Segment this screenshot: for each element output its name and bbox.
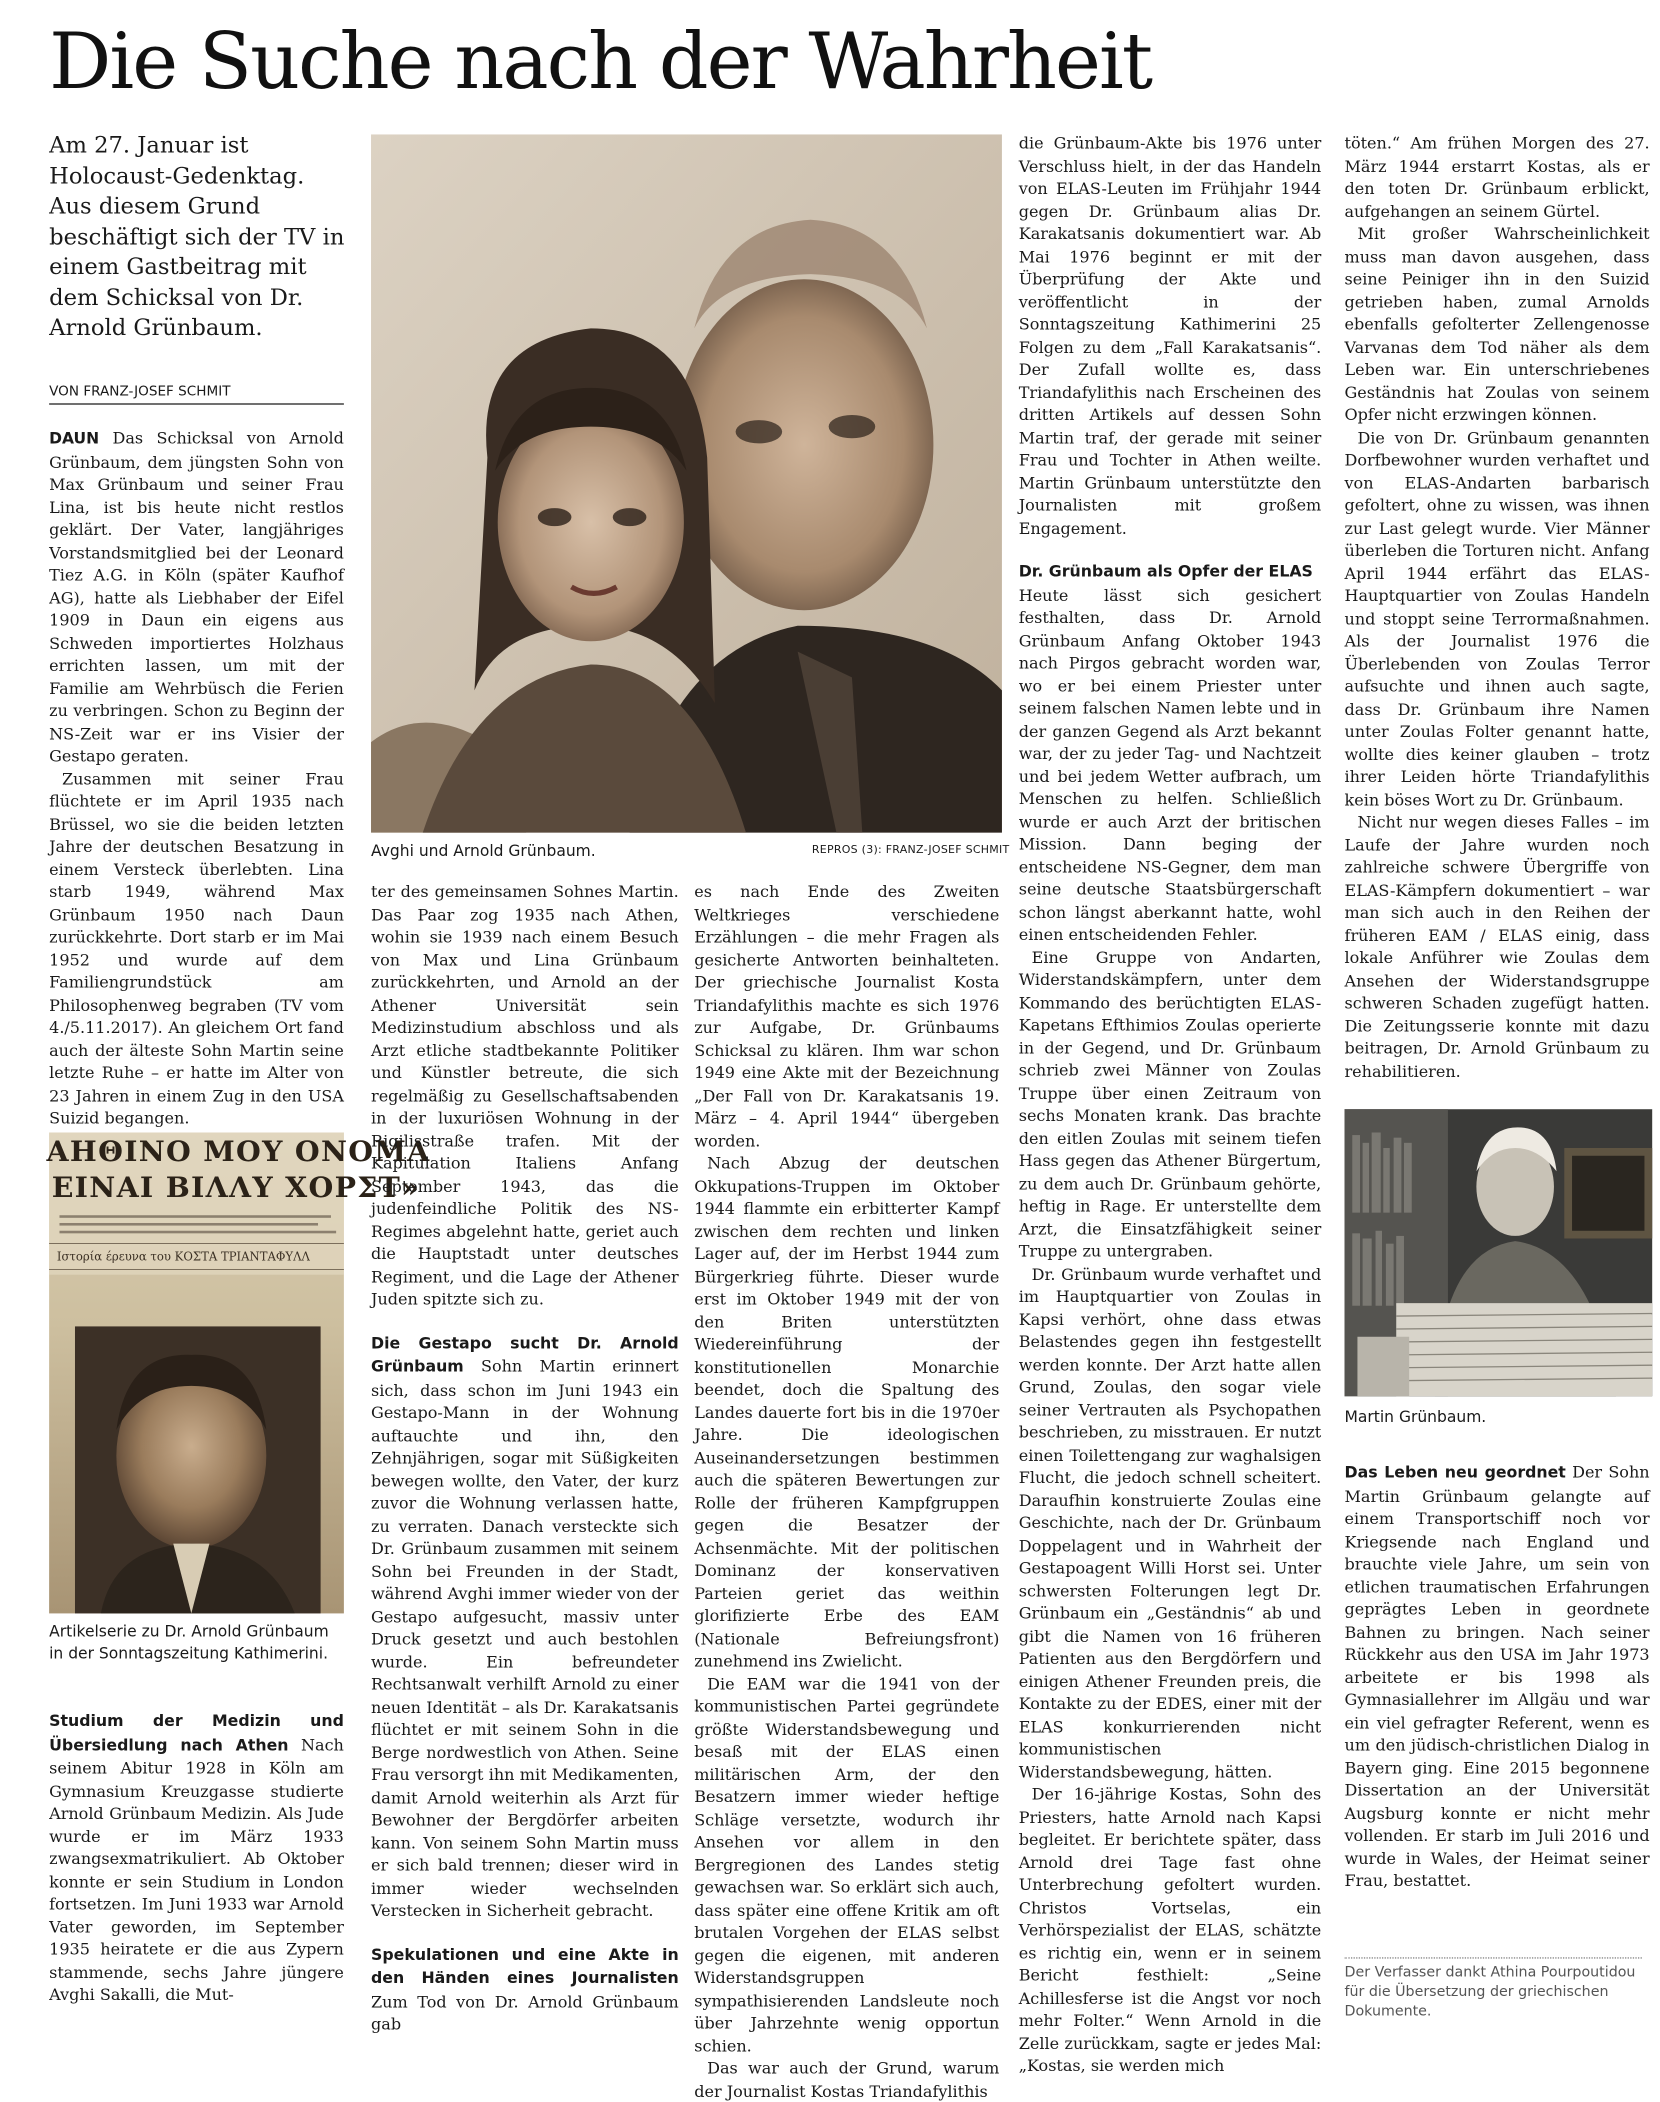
subheading-leben: Das Leben neu geordnet [1344,1463,1566,1482]
subheading-studium: Studium der Medizin und Übersiedlung nach Athen [49,1711,344,1754]
main-photo [371,134,1002,832]
acknowledgement-note: Der Verfasser dankt Athina Pourpoutidou für die Übersetzung der griechischen Dokumente. [1345,1957,1642,2020]
paragraph: die Grünbaum-Akte bis 1976 unter Verschluss hielt, in der das Handeln von ELAS-Leuten im Frühjahr 1944 gegen Dr. Grünbaum alias Dr. Karakatsanis dokumentiert war. Ab Mai 1976 beginnt er mit der Überprüfung der Akte und veröffentlicht in der Sonntagszeitung Kathimerini 25 Folgen zu dem „Fall Karakatsanis“. Der Zufall wollte es, dass Triandafylithis nach Erscheinen des dritten Artikels auf dessen Sohn Martin traf, der gerade mit seiner Frau und Tochter in Athen weilte. Martin Grünbaum unterstützte den Journalisten mit großem Engagement. [1018,133,1322,538]
paragraph: töten.“ Am frühen Morgen des 27. März 1944 erstarrt Kostas, als er den toten Dr. Grünbaum erblickt, aufgehangen an seinem Gürtel. [1344,133,1650,221]
paragraph: Das war auch der Grund, warum der Journalist Kostas Triandafylithis [694,2058,1000,2101]
clipping-headline-1: ΑΗΘΙΝΟ ΜΟΥ ΟΝΟΜΑ [46,1135,431,1169]
byline: VON FRANZ-JOSEF SCHMIT [49,383,344,405]
column-1-lower [49,1709,344,2026]
headline: Die Suche nach der Wahrheit [49,16,1152,108]
section-text: Der Sohn Martin Grünbaum gelangte auf einem Transportschiff noch vor Kriegsende nach England und brauchte viele Jahre, um sein von etlichen traumatischen Erfahrungen geprägtes Leben in geordnete Bahnen zu bringen. Nach seiner Rückkehr aus den USA im Jahr 1973 arbeitete er bis 1998 als Gymnasiallehrer im Allgäu und war ein viel gefragter Referent, wenn es um den jüdisch-christlichen Dialog in Bayern ging. Eine 2015 begonnene Dissertation an der Universität Augsburg konnte er nicht mehr vollenden. Er starb im Juli 2016 und wurde in Wales, der Heimat seiner Frau, bestattet. [1344,1462,1650,1891]
paragraph: Zusammen mit seiner Frau flüchtete er im April 1935 nach Brüssel, wo sie die beiden letzten Jahre der deutschen Besatzung in einem Versteck überlebten. Lina starb 1949, während Max Grünbaum 1950 nach Daun zurückkehrte. Dort starb er im Mai 1952 und wurde auf dem Familiengrundstück am Philosophenweg begraben (TV vom 4./5.11.2017). An gleichem Ort fand auch der älteste Sohn Martin seine letzte Ruhe – er hatte im Alter von 23 Jahren in einem Zug in den USA Suizid begangen. [49,768,344,1128]
section-text: Heute lässt sich gesichert festhalten, dass Dr. Arnold Grünbaum Anfang Oktober 1943 nach Pirgos gebracht worden war, wo er bei einem Priester unter seinem falschen Namen lebte und in der ganzen Gegend als Arzt bekannt war, der zu jeder Tag- und Nachtzeit und bei jedem Wetter aufbrach, um Menschen zu helfen. Schließlich wurde er auch Arzt der britischen Mission. Dann beging der entscheidene NS-Gegner, dem man seine deutsche Staatsbürgerschaft schon längst aberkannt hatte, wohl einen entscheidenden Fehler. [1018,584,1322,944]
column-4 [1018,132,1322,2075]
lead-text: Das Schicksal von Arnold Grünbaum, dem jüngsten Sohn von Max Grünbaum und seiner Frau Lina, ist bis heute nicht restlos geklärt. Der Vater, langjähriges Vorstandsmitglied bei der Leonard Tiez A.G. in Köln (später Kaufhof AG), hatte als Liebhaber der Eifel 1909 in Daun ein eigens aus Schweden importiertes Holzhaus errichten lassen, um mit der Familie am Wehrbüsch die Ferien zu verbringen. Schon zu Beginn der NS-Zeit war er ins Visier der Gestapo geraten. [49,427,344,766]
subheading-gestapo: Die Gestapo sucht Dr. Arnold Grünbaum [371,1333,679,1376]
teaser-text: Am 27. Januar ist Holocaust-Gedenktag. Aus diesem Grund beschäftigt sich der TV in einem Gastbeitrag mit dem Schicksal von Dr. Arnold Grünbaum. [49,133,345,342]
paragraph: Die von Dr. Grünbaum genannten Dorfbewohner wurden verhaftet und von ELAS-Andarten barbarisch gefoltert, ohne zu wissen, was ihnen zur Last gelegt wurde. Vier Männer überleben die Torturen nicht. Anfang April 1944 erfährt das ELAS-Hauptquartier von Zoulas Handeln und stoppt seine Terrormaßnahmen. Als der Journalist 1976 die Überlebenden von Zoulas Terror aufsuchte und ihnen auch sagte, dass Dr. Grünbaum ihre Namen unter Zoulas Folter genannt hatte, wollte dies keiner glauben – trotz ihrer Leiden hörte Triandafylithis kein böses Wort zu Dr. Grünbaum. [1344,427,1650,809]
photo-caption-couple: Avghi und Arnold Grünbaum. [371,841,596,860]
photo-credit: REPROS (3): FRANZ-JOSEF SCHMIT [811,844,1010,858]
couple-photo-image [371,134,1002,832]
paragraph: es nach Ende des Zweiten Weltkrieges verschiedene Erzählungen – die mehr Fragen als gesicherte Antworten beinhalteten. Der griechische Journalist Kosta Triandafylithis machte es sich 1976 zur Aufgabe, Dr. Grünbaums Schicksal zu klären. Ihm war schon 1949 eine Akte mit der Bezeichnung „Der Fall von Dr. Karakatsanis 19. März – 4. April 1944“ übergeben worden. [694,881,1000,1150]
column-1-upper [49,427,344,1128]
lead-paragraph [49,427,344,768]
clipping-subline: Ιστορία έρευνα του ΚΟΣΤΑ ΤΡΙΑΝΤΑΦΥΛΛ [56,1251,310,1265]
newspaper-clipping-photo [46,1132,431,1613]
column-2 [371,880,679,2034]
dateline: DAUN [49,429,100,448]
martin-photo [1345,1109,1653,1396]
clipping-headline-2: ΕΙΝΑΙ ΒΙΛΛΥ ΧΟΡΣΤ» [51,1171,421,1205]
subheading-spekulationen: Spekulationen und eine Akte in den Händen eines Journalisten [371,1945,679,1988]
paragraph: Der 16-jährige Kostas, Sohn des Priesters, hatte Arnold nach Kapsi begleitet. Er berichtete später, dass Arnold drei Tage fast ohne Unterbrechung gefoltert wurden. Christos Vortselas, ein Verhörspezialist der ELAS, schätzte es richtig ein, wenn er in seinem Bericht festhielt: „Seine Achillesferse ist die Angst vor noch mehr Folter.“ Wenn Arnold in die Zelle zurückkam, sagte er jedes Mal: „Kostas, sie werden mich [1018,1784,1322,2075]
photo-caption-martin: Martin Grünbaum. [1344,1407,1487,1426]
paragraph: Eine Gruppe von Andarten, Widerstandskämpfern, unter dem Kommando des berüchtigten ELAS-Kapetans Efthimios Zoulas operierte in der Gegend, und Dr. Grünbaum schrieb zwei Männer von Zoulas Truppe über einen Zeitraum von sechs Monaten krank. Das brachte den eitlen Zoulas mit seinem tiefen Hass gegen das Athener Bürgertum, zu dem auch Dr. Grünbaum gehörte, heftig in Rage. Er unterstellte dem Arzt, die Einsatzfähigkeit seiner Truppe zu untergraben. [1018,946,1322,1261]
subheading-opfer: Dr. Grünbaum als Opfer der ELAS [1018,562,1313,581]
teaser [49,132,349,345]
martin-photo-image [1345,1109,1653,1396]
column-3 [694,880,1000,2101]
section-text: Sohn Martin erinnert sich, dass schon im Juni 1943 ein Gestapo-Mann in der Wohnung auftauchte und ihn, den Zehnjährigen, sogar mit Süßigkeiten bewegen wollte, den Vater, der kurz zuvor die Wohnung verlassen hatte, zu verraten. Danach versteckte sich Dr. Grünbaum zusammen mit seinem Sohn bei Freunden in der Stadt, während Avghi immer wieder von der Gestapo aufgesucht, massiv unter Druck gesetzt und auch bestohlen wurde. Ein befreundeter Rechtsanwalt verhilft Arnold zu einer neuen Identität – als Dr. Karakatsanis flüchtet er mit seinem Sohn in die Berge nordwestlich von Athen. Seine Frau versorgt ihn mit Medikamenten, damit Arnold weiterhin als Arzt für Bewohner der Bergdörfer arbeiten kann. Von seinem Sohn Martin muss er sich bald trennen; dieser wird in immer wieder wechselnden Verstecken in Sicherheit gebracht. [371,1356,679,1920]
column-5-upper [1345,132,1650,1089]
section-text: Zum Tod von Dr. Arnold Grünbaum gab [371,1991,679,2034]
paragraph: Die EAM war die 1941 von der kommunistischen Partei gegründete größte Widerstandsbewegung und besaß mit der ELAS einen militärischen Arm, der den Besatzern immer wieder heftige Schläge versetzte, wodurch ihr Ansehen vor allem in den Bergregionen des Landes stetig gewachsen war. So erklärt sich auch, dass später eine offene Kritik am oft brutalen Vorgehen der ELAS selbst gegen die eigenen, mit anderen Widerstandsgruppen sympathisierenden Landsleute noch über Jahrzehnte wenig opportun schien. [694,1673,1000,2055]
paragraph: Mit großer Wahrscheinlichkeit muss man davon ausgehen, dass seine Peiniger ihn in den Suizid getrieben haben, zumal Arnolds ebenfalls gefolterter Zellengenosse Varvanas dem Tod näher als dem Leben war. Ein unterschriebenes Geständnis hat Zoulas von seinem Opfer nicht erzwingen können. [1344,223,1650,425]
paragraph: ter des gemeinsamen Sohnes Martin. Das Paar zog 1935 nach Athen, wohin sie 1939 nach einem Besuch von Max und Lina Grünbaum zurückkehrten, und Arnold an der Athener Universität sein Medizinstudium abschloss und als Arzt etliche stadtbekannte Politiker und Künstler betreute, die sich regelmäßig zu Gesellschaftsabenden in der luxuriösen Wohnung in der Rigilisstraße trafen. Mit der Kapitulation Italiens Anfang September 1943, das die judenfeindliche Politik des NS-Regimes abgelehnt hatte, geriet auch die Hauptstadt unter deutsches Regiment, und die Lage der Athener Juden spitzte sich zu. [371,881,679,1309]
paragraph: Nach Abzug der deutschen Okkupations-Truppen im Oktober 1944 flammte ein erbitterter Kampf zwischen dem rechten und linken Lager auf, der im Herbst 1944 zum Bürgerkrieg führte. Dieser wurde erst im Oktober 1949 mit der von den Briten unterstützten Wiedereinführung der konstitutionellen Monarchie beendet, doch die Spaltung des Landes dauerte fort bis in die 1970er Jahre. Die ideologischen Auseinandersetzungen bestimmen auch die späteren Bewertungen zur Rolle der früheren Kampfgruppen gegen die Besatzer der Achsenmächte. Mit der politischen Dominanz der konservativen Parteien geriet das weithin glorifizierte Erbe des EAM (Nationale Befreiungsfront) zunehmend ins Zwielicht. [694,1153,1000,1671]
paragraph: Dr. Grünbaum wurde verhaftet und im Hauptquartier von Zoulas in Kapsi verhört, ohne dass etwas Belastendes gegen ihn festgestellt werden konnte. Der Arzt hatte allen Grund, Zoulas, den sogar viele seiner Vertrauten als Psychopathen beschrieben, zu misstrauen. Er nutzt einen Toilettengang zur waghalsigen Flucht, die jedoch schnell scheitert. Daraufhin konstruierte Zoulas eine Geschichte, nach der Dr. Grünbaum Doppelagent und in Wahrheit der Gestapoagent Willi Horst sei. Unter schwersten Folterungen legt Dr. Grünbaum ein „Geständnis“ ab und gibt die Namen von 16 früheren Patienten aus den Bergdörfern und einigen Athener Freunden preis, die Kontakte zu der EDES, einer mit der ELAS konkurrierenden nicht kommunistischen Widerstandsbewegung, hätten. [1018,1263,1322,1781]
photo-caption-clipping: Artikelserie zu Dr. Arnold Grünbaum in der Sonntagszeitung Kathimerini. [49,1622,329,1662]
paragraph: Nicht nur wegen dieses Falles – im Laufe der Jahre wurden noch zahlreiche schwere Übergriffe von ELAS-Kämpfern dokumentiert – war man sich auch in den Reihen der früheren EAM / ELAS einig, dass lokale Anführer wie Zoulas dem Ansehen der Widerstandsgruppe schweren Schaden zugefügt hatten. Die Zeitungsserie konnte mit dazu beitragen, Dr. Arnold Grünbaum zu rehabilitieren. [1344,811,1650,1081]
section-text: Nach seinem Abitur 1928 in Köln am Gymnasium Kreuzgasse studierte Arnold Grünbaum Medizin. Als Jude wurde er im März 1933 zwangsexmatrikuliert. Ab Oktober konnte er sein Studium in London fortsetzen. Im Juni 1933 war Arnold Vater geworden, im September 1935 heiratete er die aus Zypern stammende, sechs Jahre jüngere Avghi Sakalli, die Mut- [49,1734,344,2004]
column-5-lower [1345,1461,1650,1955]
